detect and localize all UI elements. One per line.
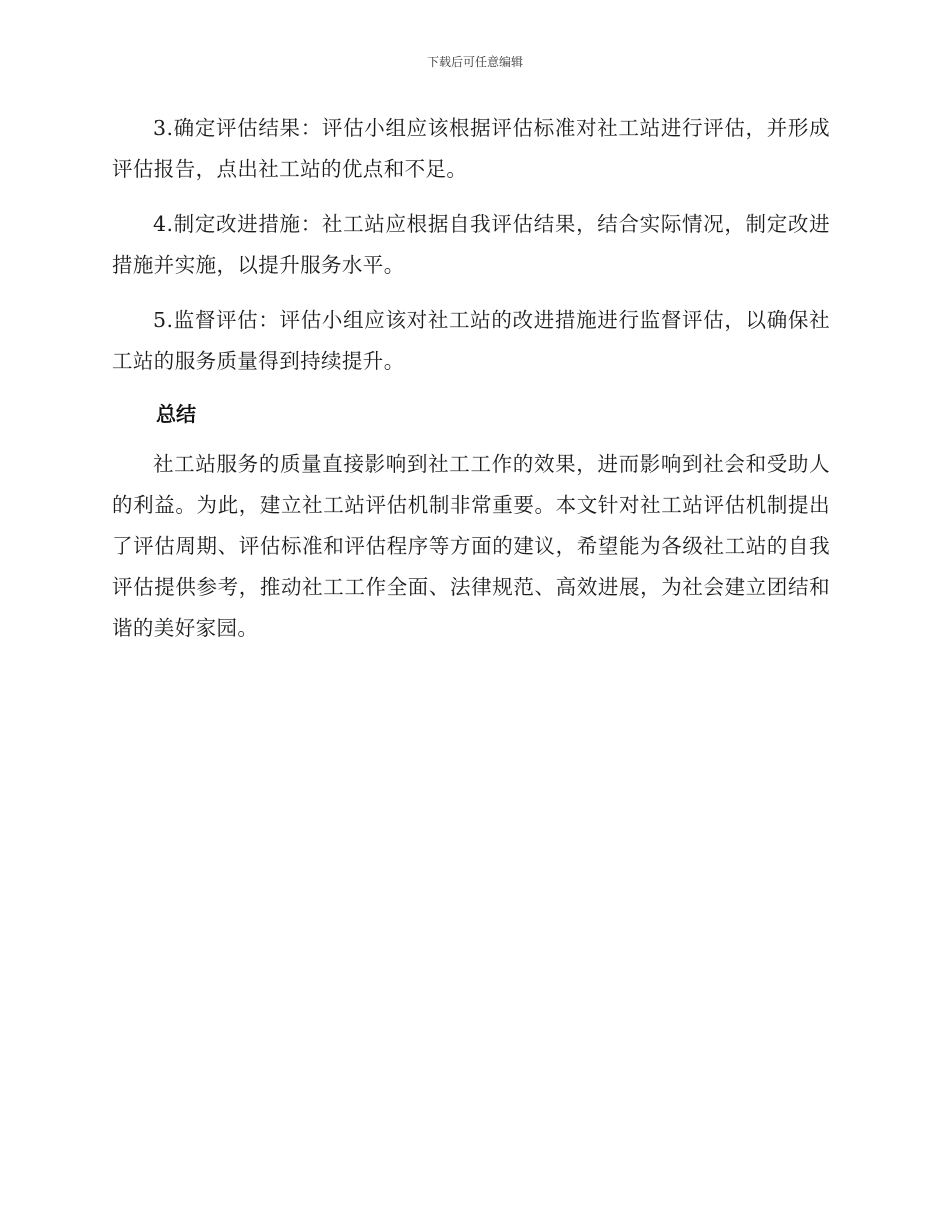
paragraph-item-3: 3.确定评估结果：评估小组应该根据评估标准对社工站进行评估，并形成评估报告，点出社工站的优点和不足。 <box>112 116 830 181</box>
summary-paragraph: 社工站服务的质量直接影响到社工工作的效果，进而影响到社会和受助人的利益。为此，建立社工站评估机制非常重要。本文针对社工站评估机制提出了评估周期、评估标准和评估程序等方面的建议，希望能为各级社工站的自我评估提供参考，推动社工工作全面、法律规范、高效进展，为社会建立团结和谐的美好家园。 <box>112 452 830 640</box>
paragraph-item-4: 4.制定改进措施：社工站应根据自我评估结果，结合实际情况，制定改进措施并实施，以提升服务水平。 <box>112 212 830 277</box>
document-body <box>112 108 830 663</box>
paragraph-item-5: 5.监督评估：评估小组应该对社工站的改进措施进行监督评估，以确保社工站的服务质量得到持续提升。 <box>112 308 830 373</box>
page-header: 下载后可任意编辑 <box>426 55 523 69</box>
summary-heading: 总结 <box>156 402 196 426</box>
